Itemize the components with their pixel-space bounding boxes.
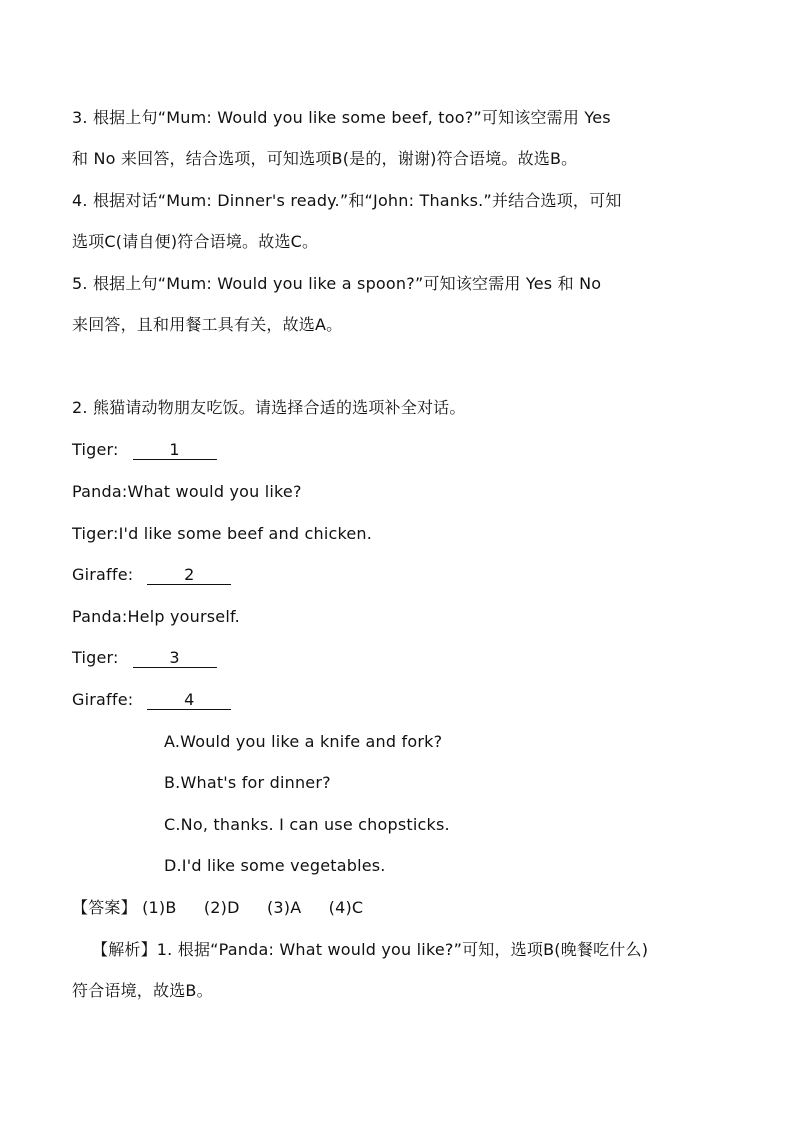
answer-blank-3: 3 [133,649,217,668]
dialogue-line-5 [72,606,240,628]
explanation-4-line-2: 选项C(请自便)符合语境。故选C。 [72,232,319,251]
analysis-line-1: 【解析】1. 根据“Panda: What would you like?”可知，选项B(晚餐吃什么) [92,940,649,959]
dialogue-line-7 [72,689,231,711]
option-b: B.What's for dinner? [164,773,331,792]
answer-item-4: (4)C [328,898,364,917]
speaker: Tiger: [72,440,119,459]
speaker: Panda: [72,482,128,501]
dialogue-line-2 [72,481,302,503]
speaker: Giraffe: [72,565,134,584]
dialogue-line-6 [72,647,217,669]
answer-line [72,897,363,919]
option-c: C.No, thanks. I can use chopsticks. [164,815,450,834]
dialogue-line-4 [72,564,231,586]
answer-blank-2: 2 [147,566,231,585]
dialogue-text: What would you like? [127,482,302,501]
explanation-3-line-2: 和 No 来回答，结合选项，可知选项B(是的，谢谢)符合语境。故选B。 [72,149,578,168]
explanation-5-line-2: 来回答，且和用餐工具有关，故选A。 [72,315,343,334]
answer-item-1: (1)B [142,898,177,917]
option-a: A.Would you like a knife and fork? [164,732,443,751]
explanation-4-line-1: 4. 根据对话“Mum: Dinner's ready.”和“John: Thanks.”并结合选项，可知 [72,191,622,210]
speaker: Tiger: [72,524,119,543]
option-d: D.I'd like some vegetables. [164,856,386,875]
speaker: Panda: [72,607,128,626]
dialogue-text: Help yourself. [127,607,240,626]
speaker: Tiger: [72,648,119,667]
answer-blank-1: 1 [133,441,217,460]
answer-label: 【答案】 [72,898,137,917]
question-title: 2. 熊猫请动物朋友吃饭。请选择合适的选项补全对话。 [72,398,466,417]
dialogue-line-3 [72,523,372,545]
analysis-line-2: 符合语境，故选B。 [72,981,213,1000]
explanation-3-line-1: 3. 根据上句“Mum: Would you like some beef, too?”可知该空需用 Yes [72,108,611,127]
answer-item-3: (3)A [266,898,302,917]
dialogue-text: I'd like some beef and chicken. [118,524,373,543]
dialogue-line-1 [72,439,217,461]
speaker: Giraffe: [72,690,134,709]
answer-blank-4: 4 [147,691,231,710]
explanation-5-line-1: 5. 根据上句“Mum: Would you like a spoon?”可知该空需用 Yes 和 No [72,274,602,293]
answer-item-2: (2)D [203,898,240,917]
